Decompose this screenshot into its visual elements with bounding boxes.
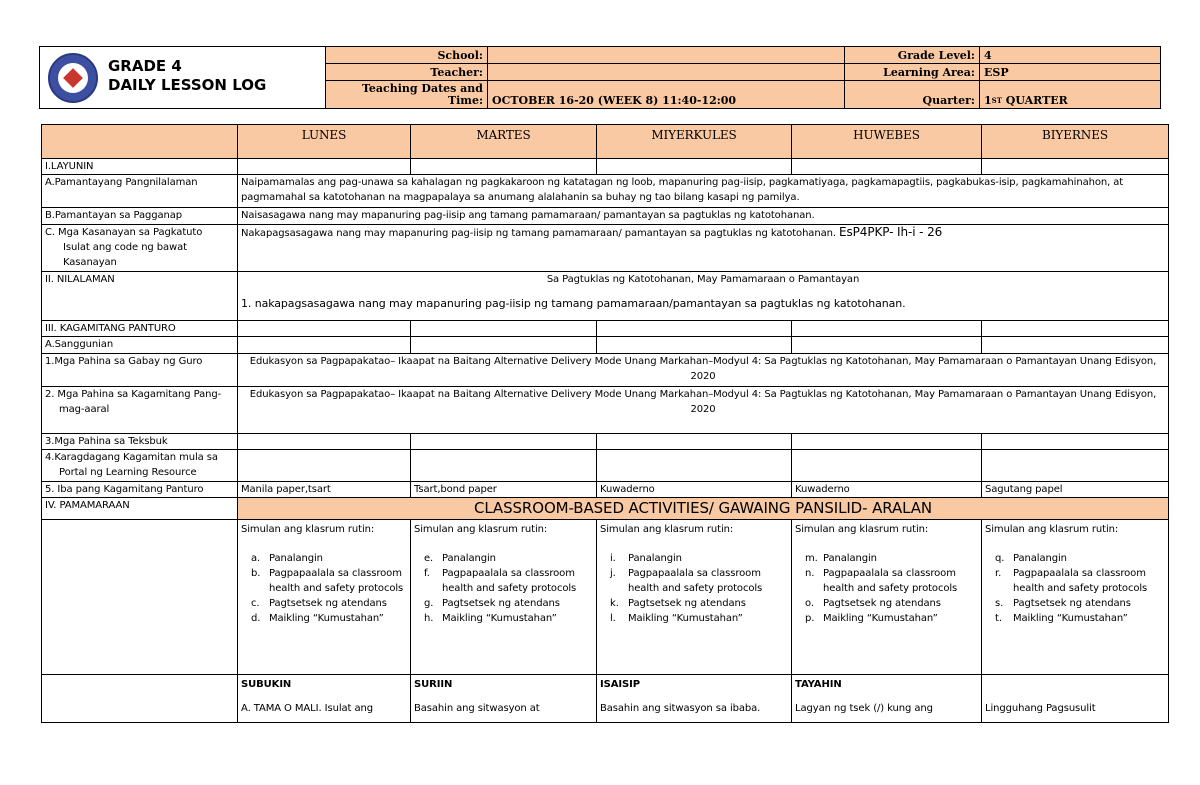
nilalaman-item: 1. nakapagsasagawa nang may mapanuring pag-iisip ng tamang pamamaraan/pamantayan sa pagtuklas ng katotohanan. bbox=[241, 297, 906, 310]
activity-martes bbox=[411, 675, 597, 723]
activity-text: Basahin ang sitwasyon at bbox=[414, 703, 540, 714]
title-line-1: GRADE 4 bbox=[108, 57, 182, 75]
pagganap-label: B.Pamantayan sa Pagganap bbox=[42, 208, 238, 225]
list-item: p. Maikling “Kumustahan” bbox=[805, 613, 938, 624]
school-label: School: bbox=[326, 47, 488, 64]
kasanayan-text-cell bbox=[238, 225, 1169, 272]
lr-label-2: Portal ng Learning Resource bbox=[59, 467, 197, 478]
list-item: s. Pagtsetsek ng atendans bbox=[995, 598, 1131, 609]
day-header-huwebes: HUWEBES bbox=[792, 125, 982, 159]
activity-text: Basahin ang sitwasyon sa ibaba. bbox=[600, 703, 761, 714]
activity-heading: SUBUKIN bbox=[241, 679, 292, 690]
list-item: j. Pagpapaalala sa classroom health and safety protocols bbox=[610, 568, 763, 594]
kasanayan-label-1: C. Mga Kasanayan sa Pagkatuto bbox=[45, 227, 203, 238]
day-header-martes: MARTES bbox=[411, 125, 597, 159]
lr-label-1: 4.Karagdagang Kagamitan mula sa bbox=[45, 452, 218, 463]
nilalaman-label: II. NILALAMAN bbox=[42, 272, 238, 321]
header-title-block bbox=[40, 47, 326, 108]
list-item: l. Maikling “Kumustahan” bbox=[610, 613, 743, 624]
kasanayan-text: Nakapagsasagawa nang may mapanuring pag-iisip ng tamang pamamaraan/ pamantayan sa pagtuklas ng katotohanan. bbox=[241, 228, 836, 239]
list-item: r. Pagpapaalala sa classroom health and safety protocols bbox=[995, 568, 1148, 594]
routine-list bbox=[600, 551, 788, 626]
iba-huwebes: Kuwaderno bbox=[792, 482, 982, 498]
row-teksbuk bbox=[42, 434, 1169, 450]
list-item: q. Panalangin bbox=[995, 553, 1067, 564]
row-kagamitang-panturo bbox=[42, 321, 1169, 337]
grade-level-value: 4 bbox=[980, 47, 1160, 64]
routine-list bbox=[795, 551, 978, 626]
guro-text: Edukasyon sa Pagpapakatao– Ikaapat na Baitang Alternative Delivery Mode Unang Markahan–Modyul 4: Sa Pagtuklas ng Katotohanan, May Pamamaraan o Pamantayan Unang Edisyon, 2020 bbox=[238, 354, 1169, 387]
list-item: m. Panalangin bbox=[805, 553, 877, 564]
activity-heading: TAYAHIN bbox=[795, 679, 842, 690]
nilalaman-title: Sa Pagtuklas ng Katotohanan, May Pamamaraan o Pamantayan bbox=[546, 274, 860, 285]
list-item: t. Maikling “Kumustahan” bbox=[995, 613, 1128, 624]
iba-martes: Tsart,bond paper bbox=[411, 482, 597, 498]
row-gabay-guro bbox=[42, 354, 1169, 387]
row-kasanayan bbox=[42, 225, 1169, 272]
lr-label bbox=[42, 450, 238, 482]
iba-lunes: Manila paper,tsart bbox=[238, 482, 411, 498]
teacher-label: Teacher: bbox=[326, 64, 488, 81]
row-kagamitang-magaaral bbox=[42, 387, 1169, 434]
teacher-value bbox=[488, 64, 845, 81]
day-header-biyernes: BIYERNES bbox=[982, 125, 1169, 159]
activity-heading: ISAISIP bbox=[600, 679, 640, 690]
list-item: k. Pagtsetsek ng atendans bbox=[610, 598, 746, 609]
list-item: i. Panalangin bbox=[610, 553, 682, 564]
row-pamamaraan bbox=[42, 498, 1169, 520]
activity-text: Lagyan ng tsek (/) kung ang bbox=[795, 703, 933, 714]
row-pamantayang-pangnilalaman bbox=[42, 175, 1169, 208]
pamamaraan-label: IV. PAMAMARAAN bbox=[42, 498, 238, 520]
list-item: o. Pagtsetsek ng atendans bbox=[805, 598, 941, 609]
deped-seal-icon bbox=[48, 53, 98, 103]
teaching-dates-label-1: Teaching Dates and bbox=[361, 82, 483, 95]
activity-heading: SURIIN bbox=[414, 679, 453, 690]
list-item: h. Maikling “Kumustahan” bbox=[424, 613, 557, 624]
activity-text: Lingguhang Pagsusulit bbox=[985, 703, 1096, 714]
routine-lunes bbox=[238, 520, 411, 675]
routine-list bbox=[985, 551, 1165, 626]
row-sanggunian bbox=[42, 337, 1169, 354]
list-item: d. Maikling “Kumustahan” bbox=[251, 613, 384, 624]
iba-biyernes: Sagutang papel bbox=[982, 482, 1169, 498]
layunin-label: I.LAYUNIN bbox=[42, 159, 238, 175]
row-learning-resource bbox=[42, 450, 1169, 482]
lesson-log-header bbox=[39, 46, 1161, 109]
row-layunin bbox=[42, 159, 1169, 175]
row-activities bbox=[42, 675, 1169, 723]
quarter-value bbox=[980, 81, 1160, 108]
routine-miyerkules bbox=[597, 520, 792, 675]
nilalaman-cell bbox=[238, 272, 1169, 321]
day-header-row bbox=[42, 125, 1169, 159]
row-pamantayan-pagganap bbox=[42, 208, 1169, 225]
routine-list bbox=[414, 551, 593, 626]
school-value bbox=[488, 47, 845, 64]
teaching-dates-label bbox=[326, 81, 488, 108]
list-item: c. Pagtsetsek ng atendans bbox=[251, 598, 387, 609]
activities-banner: CLASSROOM-BASED ACTIVITIES/ GAWAING PANSILID- ARALAN bbox=[238, 498, 1169, 520]
activity-biyernes bbox=[982, 675, 1169, 723]
routine-intro: Simulan ang klasrum rutin: bbox=[600, 524, 734, 535]
grade-level-label: Grade Level: bbox=[845, 47, 980, 64]
kagamitan-label: III. KAGAMITANG PANTURO bbox=[42, 321, 238, 337]
list-item: a. Panalangin bbox=[251, 553, 323, 564]
sanggunian-label: A.Sanggunian bbox=[42, 337, 238, 354]
activity-huwebes bbox=[792, 675, 982, 723]
routine-martes bbox=[411, 520, 597, 675]
routine-intro: Simulan ang klasrum rutin: bbox=[414, 524, 548, 535]
row-routine bbox=[42, 520, 1169, 675]
document-title bbox=[108, 57, 266, 95]
pamantayang-text: Naipamamalas ang pag-unawa sa kahalagan ng pagkakaroon ng katatagan ng loob, mapanuring pag-iisip, pagkamatiyaga, pagkamapagtiis, pagkabukas-isip, pagkamahinahon, at pagmamahal sa katotohanan na magpapalaya sa anumang alalahanin sa buhay ng tao bilang kasapi ng pamilya. bbox=[238, 175, 1169, 208]
row-iba-pang-kagamitan bbox=[42, 482, 1169, 498]
routine-biyernes bbox=[982, 520, 1169, 675]
learning-area-value: ESP bbox=[980, 64, 1160, 81]
routine-intro: Simulan ang klasrum rutin: bbox=[241, 524, 375, 535]
pagganap-text: Naisasagawa nang may mapanuring pag-iisip ang tamang pamamaraan/ pamantayan sa pagtuklas ng katotohanan. bbox=[238, 208, 1169, 225]
activity-heading bbox=[985, 675, 1165, 701]
magaaral-label bbox=[42, 387, 238, 434]
routine-intro: Simulan ang klasrum rutin: bbox=[795, 524, 929, 535]
quarter-suffix: ST bbox=[991, 96, 1002, 105]
pamantayang-label: A.Pamantayang Pangnilalaman bbox=[42, 175, 238, 208]
activity-lunes bbox=[238, 675, 411, 723]
magaaral-label-1: 2. Mga Pahina sa Kagamitang Pang- bbox=[45, 389, 222, 400]
teaching-dates-value: OCTOBER 16-20 (WEEK 8) 11:40-12:00 bbox=[488, 81, 845, 108]
learning-area-label: Learning Area: bbox=[845, 64, 980, 81]
routine-intro: Simulan ang klasrum rutin: bbox=[985, 524, 1119, 535]
lesson-log-table bbox=[41, 124, 1169, 723]
teaching-dates-label-2: Time: bbox=[447, 94, 483, 107]
kasanayan-label-2: Isulat ang code ng bawat bbox=[63, 242, 187, 253]
routine-huwebes bbox=[792, 520, 982, 675]
activity-miyerkules bbox=[597, 675, 792, 723]
day-header-blank bbox=[42, 125, 238, 159]
teksbuk-label: 3.Mga Pahina sa Teksbuk bbox=[42, 434, 238, 450]
kasanayan-code: EsP4PKP- Ih-i - 26 bbox=[839, 225, 943, 239]
header-fields bbox=[326, 47, 1160, 108]
iba-miyerkules: Kuwaderno bbox=[597, 482, 792, 498]
list-item: e. Panalangin bbox=[424, 553, 496, 564]
kasanayan-label bbox=[42, 225, 238, 272]
magaaral-text: Edukasyon sa Pagpapakatao– Ikaapat na Baitang Alternative Delivery Mode Unang Markahan–Modyul 4: Sa Pagtuklas ng Katotohanan, May Pamamaraan o Pamantayan Unang Edisyon, 2020 bbox=[238, 387, 1169, 434]
quarter-label: Quarter: bbox=[845, 81, 980, 108]
row-nilalaman bbox=[42, 272, 1169, 321]
list-item: g. Pagtsetsek ng atendans bbox=[424, 598, 560, 609]
list-item: f. Pagpapaalala sa classroom health and safety protocols bbox=[424, 568, 577, 594]
magaaral-label-2: mag-aaral bbox=[59, 404, 110, 415]
day-header-lunes: LUNES bbox=[238, 125, 411, 159]
routine-label-blank bbox=[42, 520, 238, 675]
list-item: n. Pagpapaalala sa classroom health and safety protocols bbox=[805, 568, 958, 594]
quarter-text: QUARTER bbox=[1001, 94, 1068, 107]
quarter-number: 1 bbox=[984, 94, 992, 107]
day-header-miyerkules: MIYERKULES bbox=[597, 125, 792, 159]
title-line-2: DAILY LESSON LOG bbox=[108, 76, 267, 94]
guro-label: 1.Mga Pahina sa Gabay ng Guro bbox=[42, 354, 238, 387]
iba-label: 5. Iba pang Kagamitang Panturo bbox=[42, 482, 238, 498]
activity-text: A. TAMA O MALI. Isulat ang bbox=[241, 703, 373, 714]
kasanayan-label-3: Kasanayan bbox=[63, 257, 117, 268]
list-item: b. Pagpapaalala sa classroom health and safety protocols bbox=[251, 568, 404, 594]
activities-label-blank bbox=[42, 675, 238, 723]
routine-list bbox=[241, 551, 407, 626]
